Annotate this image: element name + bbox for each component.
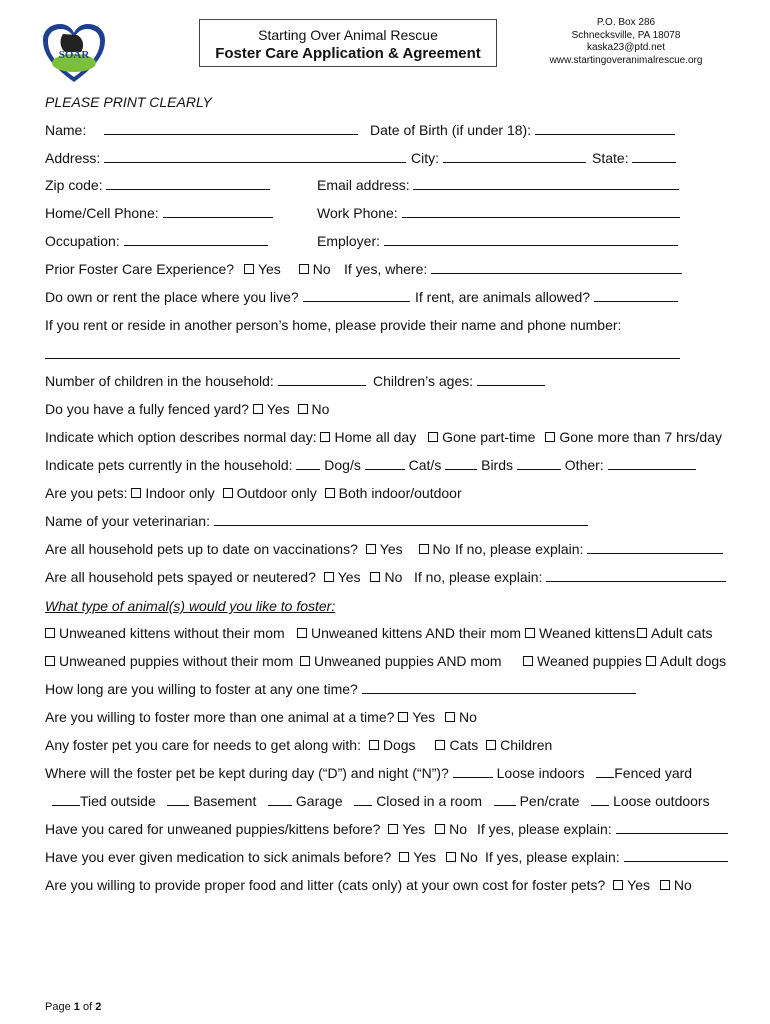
basement-label: Basement	[193, 793, 257, 809]
tied-outside-label: Tied outside	[80, 793, 156, 809]
garage-field[interactable]	[268, 793, 292, 806]
prior-foster-label: Prior Foster Care Experience?	[45, 261, 235, 277]
vaccinations-no-checkbox[interactable]	[419, 544, 429, 554]
cared-unweaned-yes-label: Yes	[402, 821, 426, 837]
unweaned-kittens-no-mom-checkbox[interactable]	[45, 628, 55, 638]
page-total: 2	[95, 1001, 102, 1013]
loose-indoors-label: Loose indoors	[496, 765, 585, 781]
weaned-puppies-label: Weaned puppies	[537, 653, 642, 669]
provide-food-no-checkbox[interactable]	[660, 880, 670, 890]
row-more-than-one	[45, 709, 740, 725]
unweaned-kittens-mom-label: Unweaned kittens AND their mom	[311, 625, 522, 641]
how-long-field[interactable]	[362, 681, 636, 694]
spayed-explain-field[interactable]	[546, 569, 726, 582]
home-phone-label: Home/Cell Phone:	[45, 205, 159, 221]
unweaned-kittens-mom-checkbox[interactable]	[297, 628, 307, 638]
get-along-dogs-checkbox[interactable]	[369, 740, 379, 750]
adult-cats-label: Adult cats	[651, 625, 713, 641]
get-along-label: Any foster pet you care for needs to get along with:	[45, 737, 361, 753]
cared-unweaned-no-checkbox[interactable]	[435, 824, 445, 834]
employer-label: Employer:	[317, 233, 381, 249]
page-number: 1	[73, 1001, 80, 1013]
form-title: Foster Care Application & Agreement	[215, 45, 481, 62]
adult-dogs-label: Adult dogs	[660, 653, 727, 669]
city-field[interactable]	[443, 150, 586, 163]
loose-indoors-field[interactable]	[453, 765, 493, 778]
spayed-yes-label: Yes	[337, 569, 361, 585]
home-all-day-label: Home all day	[334, 429, 417, 445]
row-pets-current	[45, 457, 740, 473]
where-kept-label: Where will the foster pet be kept during day (“D”) and night (“N”)?	[45, 765, 449, 781]
basement-field[interactable]	[167, 793, 189, 806]
row-fenced	[45, 401, 740, 417]
get-along-children-label: Children	[500, 737, 553, 753]
spayed-yes-checkbox[interactable]	[324, 572, 334, 582]
occupation-label: Occupation:	[45, 233, 120, 249]
spayed-no-label: No	[384, 569, 403, 585]
fenced-yard-field[interactable]	[596, 765, 614, 778]
closed-room-field[interactable]	[354, 793, 372, 806]
adult-dogs-checkbox[interactable]	[646, 656, 656, 666]
medication-yes-label: Yes	[413, 849, 437, 865]
contact-city: Schnecksville, PA 18078	[571, 29, 681, 41]
fenced-yard-label: Fenced yard	[614, 765, 693, 781]
medication-explain-field[interactable]	[624, 849, 728, 862]
state-field[interactable]	[632, 150, 676, 163]
page-prefix: Page	[45, 1001, 71, 1013]
get-along-dogs-label: Dogs	[382, 737, 416, 753]
contact-block	[540, 17, 712, 67]
name-field[interactable]	[104, 122, 358, 135]
own-rent-label: Do own or rent the place where you live?	[45, 289, 299, 305]
normal-day-label: Indicate which option describes normal day:	[45, 429, 317, 445]
outdoor-only-checkbox[interactable]	[223, 488, 233, 498]
both-checkbox[interactable]	[325, 488, 335, 498]
weaned-kittens-checkbox[interactable]	[525, 628, 535, 638]
contact-website: www.startingoveranimalrescue.org	[549, 54, 703, 66]
spayed-explain-label: If no, please explain:	[414, 569, 543, 585]
name-label: Name:	[45, 122, 87, 138]
unweaned-puppies-mom-checkbox[interactable]	[300, 656, 310, 666]
more-than-one-no-checkbox[interactable]	[445, 712, 455, 722]
weaned-puppies-checkbox[interactable]	[523, 656, 533, 666]
children-ages-field[interactable]	[477, 373, 545, 386]
more-than-one-yes-label: Yes	[412, 709, 436, 725]
get-along-cats-label: Cats	[449, 737, 479, 753]
vaccinations-yes-label: Yes	[379, 541, 403, 557]
rent-other-field[interactable]	[45, 358, 680, 359]
fenced-no-checkbox[interactable]	[298, 404, 308, 414]
state-label: State:	[592, 150, 629, 166]
dob-label: Date of Birth (if under 18):	[370, 122, 532, 138]
cats-count-field[interactable]	[365, 457, 405, 470]
more-than-one-yes-checkbox[interactable]	[398, 712, 408, 722]
row-are-pets	[45, 485, 740, 501]
pen-crate-label: Pen/crate	[519, 793, 580, 809]
medication-yes-checkbox[interactable]	[399, 852, 409, 862]
logo-text: SOAR	[58, 49, 90, 61]
more-than-one-label: Are you willing to foster more than one animal at a time?	[45, 709, 395, 725]
unweaned-puppies-mom-label: Unweaned puppies AND mom	[314, 653, 502, 669]
foster-type-heading: What type of animal(s) would you like to foster:	[45, 598, 336, 614]
email-label: Email address:	[317, 177, 410, 193]
loose-outdoors-field[interactable]	[591, 793, 609, 806]
if-yes-where-field[interactable]	[431, 261, 682, 274]
contact-email: kaska23@ptd.net	[587, 42, 665, 53]
pen-crate-field[interactable]	[494, 793, 516, 806]
vaccinations-label: Are all household pets up to date on vaccinations?	[45, 541, 358, 557]
weaned-kittens-label: Weaned kittens	[539, 625, 636, 641]
row-normal-day	[45, 429, 740, 445]
org-name: Starting Over Animal Rescue	[258, 27, 438, 43]
cared-unweaned-no-label: No	[449, 821, 467, 837]
own-rent-field[interactable]	[303, 289, 410, 302]
row-where-kept-2	[52, 793, 740, 809]
spayed-label: Are all household pets spayed or neutered?	[45, 569, 316, 585]
instructions: PLEASE PRINT CLEARLY	[45, 94, 212, 110]
medication-no-label: No	[459, 849, 478, 865]
employer-field[interactable]	[384, 233, 678, 246]
home-phone-field[interactable]	[163, 205, 273, 218]
adult-cats-checkbox[interactable]	[637, 628, 647, 638]
vaccinations-explain-label: If no, please explain:	[455, 541, 584, 557]
spayed-no-checkbox[interactable]	[370, 572, 380, 582]
unweaned-puppies-no-mom-label: Unweaned puppies without their mom	[59, 653, 294, 669]
contact-pobox: P.O. Box 286	[596, 17, 656, 28]
page-footer	[45, 1001, 101, 1013]
cats-label: Cat/s	[408, 457, 442, 473]
fenced-yes-label: Yes	[266, 401, 290, 417]
fenced-label: Do you have a fully fenced yard?	[45, 401, 249, 417]
rent-allowed-field[interactable]	[594, 289, 678, 302]
gone-more-label: Gone more than 7 hrs/day	[559, 429, 722, 445]
fenced-yes-checkbox[interactable]	[253, 404, 263, 414]
both-label: Both indoor/outdoor	[338, 485, 462, 501]
vet-label: Name of your veterinarian:	[45, 513, 210, 529]
medication-no-checkbox[interactable]	[446, 852, 456, 862]
provide-food-label: Are you willing to provide proper food and litter (cats only) at your own cost for foster pets?	[45, 877, 606, 893]
prior-foster-no-checkbox[interactable]	[299, 264, 309, 274]
prior-foster-yes-label: Yes	[257, 261, 281, 277]
cared-unweaned-label: Have you cared for unweaned puppies/kittens before?	[45, 821, 381, 837]
cared-unweaned-yes-checkbox[interactable]	[388, 824, 398, 834]
home-all-day-checkbox[interactable]	[320, 432, 330, 442]
dob-field[interactable]	[535, 122, 675, 135]
zip-field[interactable]	[106, 177, 270, 190]
row-vet	[45, 513, 740, 529]
unweaned-puppies-no-mom-checkbox[interactable]	[45, 656, 55, 666]
outdoor-only-label: Outdoor only	[236, 485, 317, 501]
row-where-kept	[45, 765, 740, 781]
work-phone-field[interactable]	[402, 205, 680, 218]
soar-logo	[41, 22, 107, 84]
provide-food-yes-checkbox[interactable]	[613, 880, 623, 890]
medication-label: Have you ever given medication to sick animals before?	[45, 849, 392, 865]
get-along-children-checkbox[interactable]	[486, 740, 496, 750]
garage-label: Garage	[295, 793, 343, 809]
email-field[interactable]	[413, 177, 679, 190]
how-long-label: How long are you willing to foster at any one time?	[45, 681, 358, 697]
row-get-along	[45, 737, 740, 753]
page-of: of	[82, 1001, 93, 1013]
row-how-long	[45, 681, 740, 697]
tied-outside-field[interactable]	[52, 793, 80, 806]
closed-room-label: Closed in a room	[376, 793, 483, 809]
get-along-cats-checkbox[interactable]	[435, 740, 445, 750]
other-count-field[interactable]	[517, 457, 561, 470]
address-label: Address:	[45, 150, 101, 166]
vet-field[interactable]	[214, 513, 588, 526]
provide-food-no-label: No	[673, 877, 692, 893]
prior-foster-yes-checkbox[interactable]	[244, 264, 254, 274]
more-than-one-no-label: No	[459, 709, 477, 725]
dogs-label: Dog/s	[324, 457, 361, 473]
zip-label: Zip code:	[45, 177, 103, 193]
gone-part-checkbox[interactable]	[428, 432, 438, 442]
provide-food-yes-label: Yes	[627, 877, 651, 893]
loose-outdoors-label: Loose outdoors	[613, 793, 710, 809]
address-field[interactable]	[104, 150, 406, 163]
pets-current-label: Indicate pets currently in the household:	[45, 457, 293, 473]
are-pets-label: Are you pets:	[45, 485, 128, 501]
work-phone-label: Work Phone:	[317, 205, 398, 221]
vaccinations-no-label: No	[432, 541, 451, 557]
if-yes-where-label: If yes, where:	[344, 261, 428, 277]
gone-part-label: Gone part-time	[442, 429, 536, 445]
rent-allowed-label: If rent, are animals allowed?	[415, 289, 591, 305]
vaccinations-explain-field[interactable]	[587, 541, 723, 554]
children-ages-label: Children’s ages:	[373, 373, 474, 389]
dogs-count-field[interactable]	[296, 457, 320, 470]
unweaned-kittens-no-mom-label: Unweaned kittens without their mom	[59, 625, 285, 641]
row-provide-food	[45, 877, 740, 893]
cared-unweaned-explain-label: If yes, please explain:	[477, 821, 612, 837]
vaccinations-yes-checkbox[interactable]	[366, 544, 376, 554]
indoor-only-label: Indoor only	[145, 485, 215, 501]
children-num-label: Number of children in the household:	[45, 373, 274, 389]
other-label: Other:	[564, 457, 604, 473]
birds-count-field[interactable]	[445, 457, 477, 470]
indoor-only-checkbox[interactable]	[131, 488, 141, 498]
rent-other-label: If you rent or reside in another person’s home, please provide their name and phone number:	[45, 317, 622, 333]
gone-more-checkbox[interactable]	[545, 432, 555, 442]
prior-foster-no-label: No	[312, 261, 331, 277]
medication-explain-label: If yes, please explain:	[485, 849, 620, 865]
cared-unweaned-explain-field[interactable]	[616, 821, 728, 834]
title-box	[199, 19, 497, 67]
occupation-field[interactable]	[124, 233, 268, 246]
city-label: City:	[411, 150, 439, 166]
other-field[interactable]	[608, 457, 696, 470]
birds-label: Birds	[481, 457, 514, 473]
fenced-no-label: No	[311, 401, 330, 417]
children-num-field[interactable]	[278, 373, 366, 386]
